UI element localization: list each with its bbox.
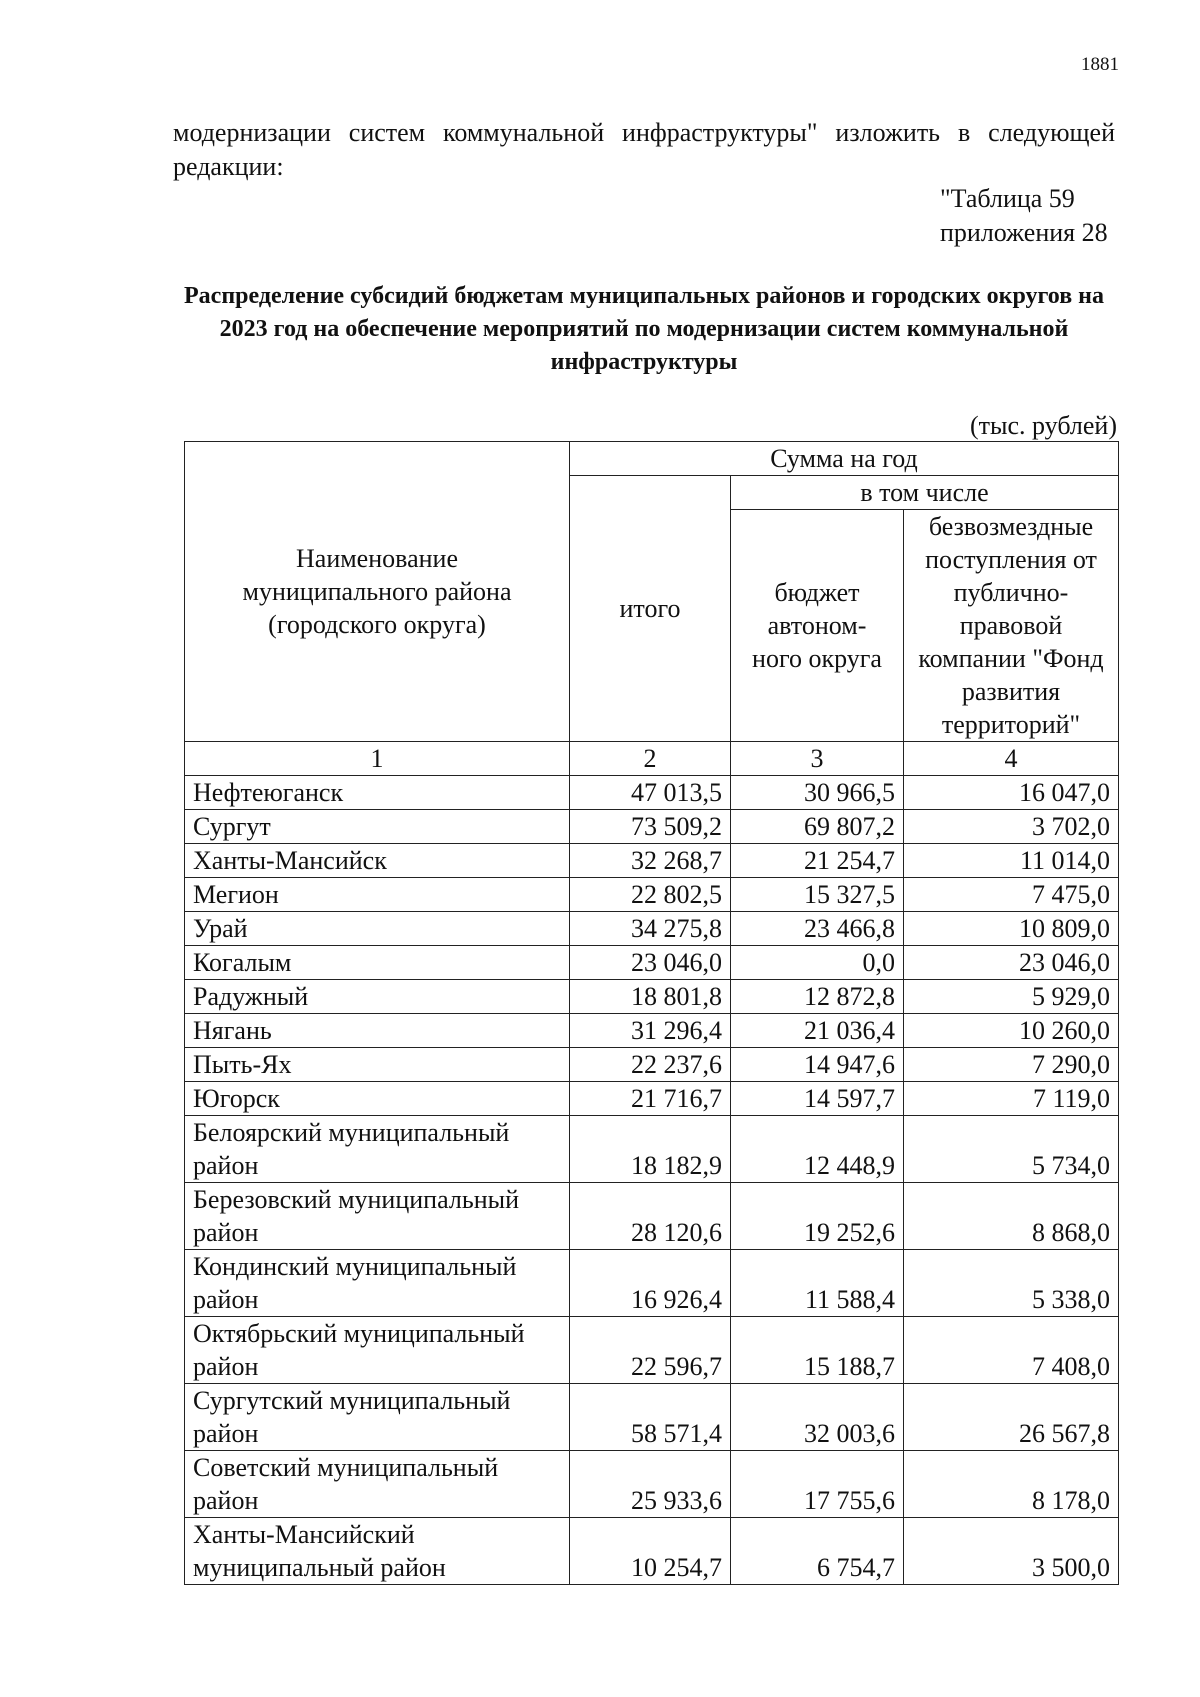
row-name-cell: Нягань: [185, 1014, 570, 1048]
row-fund-cell: 7 475,0: [904, 878, 1119, 912]
table-row: [185, 1250, 1119, 1317]
row-fund-cell: 8 178,0: [904, 1451, 1119, 1518]
row-total-cell: 47 013,5: [570, 776, 731, 810]
table-row: [185, 980, 1119, 1014]
row-total-cell: 18 801,8: [570, 980, 731, 1014]
column-index-row: [185, 742, 1119, 776]
row-name-cell: Ханты-Мансийск: [185, 844, 570, 878]
header-including: в том числе: [731, 476, 1119, 510]
row-name-cell: Березовский муниципальный район: [185, 1183, 570, 1250]
table-ref-line-2: приложения 28: [940, 218, 1108, 247]
table-row: [185, 912, 1119, 946]
row-fund-cell: 3 702,0: [904, 810, 1119, 844]
table-row: [185, 1384, 1119, 1451]
row-ao-budget-cell: 23 466,8: [731, 912, 904, 946]
row-total-cell: 10 254,7: [570, 1518, 731, 1585]
row-fund-cell: 7 408,0: [904, 1317, 1119, 1384]
table-header: [185, 442, 1119, 776]
header-sum: Сумма на год: [570, 442, 1119, 476]
row-ao-budget-cell: 14 597,7: [731, 1082, 904, 1116]
row-fund-cell: 7 119,0: [904, 1082, 1119, 1116]
intro-paragraph: модернизации систем коммунальной инфраструктуры" изложить в следующей редакции:: [173, 118, 1115, 181]
row-total-cell: 22 237,6: [570, 1048, 731, 1082]
row-fund-cell: 5 734,0: [904, 1116, 1119, 1183]
row-fund-cell: 10 809,0: [904, 912, 1119, 946]
row-name-cell: Сургутский муниципальный район: [185, 1384, 570, 1451]
row-fund-cell: 7 290,0: [904, 1048, 1119, 1082]
row-total-cell: 32 268,7: [570, 844, 731, 878]
row-total-cell: 58 571,4: [570, 1384, 731, 1451]
row-ao-budget-cell: 11 588,4: [731, 1250, 904, 1317]
row-ao-budget-cell: 32 003,6: [731, 1384, 904, 1451]
row-ao-budget-cell: 14 947,6: [731, 1048, 904, 1082]
row-name-cell: Радужный: [185, 980, 570, 1014]
row-ao-budget-cell: 15 327,5: [731, 878, 904, 912]
row-ao-budget-cell: 30 966,5: [731, 776, 904, 810]
row-total-cell: 25 933,6: [570, 1451, 731, 1518]
table-row: [185, 1183, 1119, 1250]
row-fund-cell: 26 567,8: [904, 1384, 1119, 1451]
row-total-cell: 18 182,9: [570, 1116, 731, 1183]
table-row: [185, 1116, 1119, 1183]
table-row: [185, 776, 1119, 810]
header-total: итого: [570, 476, 731, 742]
row-ao-budget-cell: 0,0: [731, 946, 904, 980]
document-heading: Распределение субсидий бюджетам муниципальных районов и городских округов на 2023 год на обеспечение мероприятий по модернизации систем коммунальной инфраструктуры: [184, 283, 1104, 375]
row-ao-budget-cell: 6 754,7: [731, 1518, 904, 1585]
row-total-cell: 22 802,5: [570, 878, 731, 912]
column-index: 1: [185, 742, 570, 776]
table-row: [185, 1048, 1119, 1082]
row-fund-cell: 8 868,0: [904, 1183, 1119, 1250]
row-fund-cell: 5 338,0: [904, 1250, 1119, 1317]
row-name-cell: Урай: [185, 912, 570, 946]
row-name-cell: Мегион: [185, 878, 570, 912]
row-ao-budget-cell: 21 036,4: [731, 1014, 904, 1048]
table-row: [185, 1317, 1119, 1384]
row-fund-cell: 16 047,0: [904, 776, 1119, 810]
header-name: Наименование муниципального района (городского округа): [185, 442, 570, 742]
table-row: [185, 810, 1119, 844]
row-name-cell: Ханты-Мансийский муниципальный район: [185, 1518, 570, 1585]
row-total-cell: 73 509,2: [570, 810, 731, 844]
row-total-cell: 22 596,7: [570, 1317, 731, 1384]
table-row: [185, 844, 1119, 878]
page-number: 1881: [1081, 54, 1119, 75]
row-name-cell: Югорск: [185, 1082, 570, 1116]
column-index: 4: [904, 742, 1119, 776]
row-total-cell: 28 120,6: [570, 1183, 731, 1250]
row-ao-budget-cell: 19 252,6: [731, 1183, 904, 1250]
table-row: [185, 878, 1119, 912]
row-name-cell: Кондинский муниципальный район: [185, 1250, 570, 1317]
row-name-cell: Октябрьский муниципальный район: [185, 1317, 570, 1384]
column-index: 2: [570, 742, 731, 776]
row-name-cell: Советский муниципальный район: [185, 1451, 570, 1518]
header-fund: безвозмездные поступления от публично-правовой компании "Фонд развития территорий": [904, 510, 1119, 742]
row-name-cell: Когалым: [185, 946, 570, 980]
row-name-cell: Белоярский муниципальный район: [185, 1116, 570, 1183]
row-fund-cell: 10 260,0: [904, 1014, 1119, 1048]
table-body: [185, 776, 1119, 1585]
row-ao-budget-cell: 15 188,7: [731, 1317, 904, 1384]
row-fund-cell: 3 500,0: [904, 1518, 1119, 1585]
table-row: [185, 1518, 1119, 1585]
table-ref-line-1: "Таблица 59: [940, 184, 1075, 213]
row-total-cell: 34 275,8: [570, 912, 731, 946]
table-row: [185, 1451, 1119, 1518]
row-total-cell: 21 716,7: [570, 1082, 731, 1116]
row-fund-cell: 5 929,0: [904, 980, 1119, 1014]
subsidy-table: [184, 441, 1119, 1585]
table-row: [185, 946, 1119, 980]
row-total-cell: 23 046,0: [570, 946, 731, 980]
table-row: [185, 1082, 1119, 1116]
row-ao-budget-cell: 21 254,7: [731, 844, 904, 878]
row-ao-budget-cell: 12 872,8: [731, 980, 904, 1014]
row-name-cell: Пыть-Ях: [185, 1048, 570, 1082]
column-index: 3: [731, 742, 904, 776]
row-total-cell: 31 296,4: [570, 1014, 731, 1048]
table-row: [185, 1014, 1119, 1048]
row-ao-budget-cell: 69 807,2: [731, 810, 904, 844]
row-name-cell: Сургут: [185, 810, 570, 844]
row-total-cell: 16 926,4: [570, 1250, 731, 1317]
row-name-cell: Нефтеюганск: [185, 776, 570, 810]
header-ao-budget: бюджет автоном-ного округа: [731, 510, 904, 742]
row-fund-cell: 11 014,0: [904, 844, 1119, 878]
row-ao-budget-cell: 12 448,9: [731, 1116, 904, 1183]
row-ao-budget-cell: 17 755,6: [731, 1451, 904, 1518]
units-label: (тыс. рублей): [969, 411, 1117, 440]
row-fund-cell: 23 046,0: [904, 946, 1119, 980]
table-reference: [940, 182, 1108, 250]
